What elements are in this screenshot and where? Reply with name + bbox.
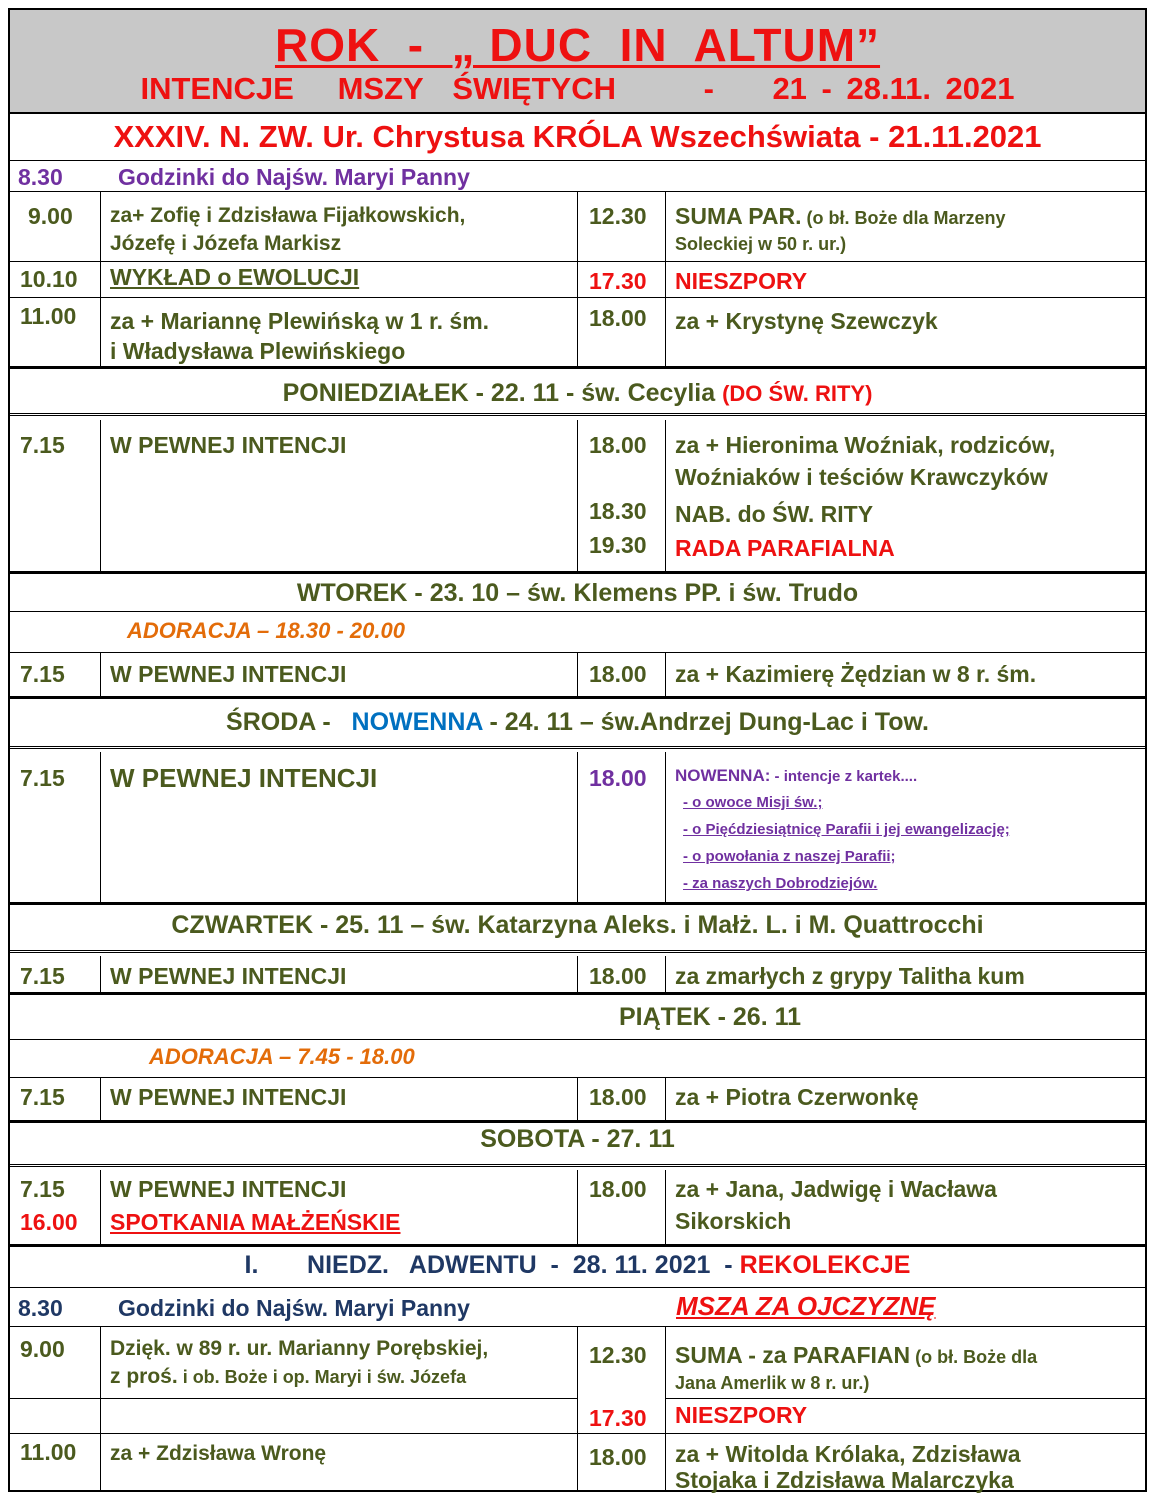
mass-time: 12.30 (589, 1342, 647, 1368)
mass-time: 7.15 (20, 1084, 65, 1110)
godzinki-time: 8.30 (18, 1295, 63, 1321)
mass-intention: za zmarłych z grypy Talitha kum (675, 963, 1025, 989)
mass-intention: W PEWNEJ INTENCJI (110, 432, 347, 458)
tuesday-heading: WTOREK - 23. 10 – św. Klemens PP. i św. Trudo (296, 579, 859, 607)
mass-intention: W PEWNEJ INTENCJI (110, 1084, 347, 1110)
mass-time: 9.00 (28, 203, 73, 229)
mass-time: 7.15 (20, 765, 65, 791)
mass-intention: W PEWNEJ INTENCJI (110, 763, 378, 793)
mass-intention: W PEWNEJ INTENCJI (110, 661, 347, 687)
suma-note: (o bł. Boże dla (910, 1347, 1038, 1367)
suma-label: SUMA PAR. (675, 203, 802, 229)
vespers-label: NIESZPORY (675, 268, 808, 294)
mass-intention: W PEWNEJ INTENCJI (110, 963, 347, 989)
mass-intention: za + Mariannę Plewińską w 1 r. śm. (110, 308, 490, 334)
mass-time: 12.30 (589, 203, 647, 229)
lecture-label: WYKŁAD o EWOLUCJI (110, 264, 360, 290)
mass-intention: Woźniaków i teściów Krawczyków (675, 464, 1048, 490)
monday-title: PONIEDZIAŁEK - 22. 11 - św. Cecylia (282, 379, 716, 407)
mass-time: 7.15 (20, 432, 65, 458)
mass-time: 7.15 (20, 963, 65, 989)
godzinki-text: Godzinki do Najśw. Maryi Panny (118, 164, 470, 190)
suma-note: (o bł. Boże dla Marzeny (801, 208, 1006, 228)
mass-time: 18.00 (589, 661, 647, 687)
mass-time: 18.00 (589, 305, 647, 331)
intention-part: z proś. (110, 1365, 178, 1388)
page-subtitle: INTENCJE MSZY ŚWIĘTYCH - 21 - 28.11. 2021 (140, 71, 1015, 106)
mass-time: 17.30 (589, 1405, 647, 1431)
mass-intention: za+ Zofię i Zdzisława Fijałkowskich, (110, 204, 466, 227)
novena-item: - o owoce Misji św.; (683, 794, 823, 811)
novena-item: - za naszych Dobrodziejów. (683, 875, 878, 892)
mass-intention: za + Piotra Czerwonkę (675, 1084, 919, 1110)
mass-time: 11.00 (20, 303, 77, 329)
mass-intention: za + Jana, Jadwigę i Wacława (675, 1176, 997, 1202)
mass-intention: Dzięk. w 89 r. ur. Marianny Porębskiej, (110, 1337, 489, 1360)
mass-time: 18.00 (589, 963, 647, 989)
mass-intention: W PEWNEJ INTENCJI (110, 1176, 347, 1202)
mass-intention: i Władysława Plewińskiego (110, 338, 406, 364)
mass-time: 10.10 (20, 266, 78, 292)
advent-title: I. NIEDZ. ADWENTU - 28. 11. 2021 - (244, 1251, 733, 1279)
header (10, 10, 1145, 112)
mass-time: 7.15 (20, 661, 65, 687)
mass-intention: Soleckiej w 50 r. ur.) (675, 234, 847, 254)
mass-intention: Józefę i Józefa Markisz (110, 232, 342, 255)
mass-time: 18.00 (589, 765, 647, 791)
meeting-time: 16.00 (20, 1209, 78, 1235)
schedule-frame (8, 8, 1147, 1492)
saturday-heading: SOBOTA - 27. 11 (480, 1125, 675, 1153)
novena-item: - o powołania z naszej Parafii; (683, 848, 896, 865)
monday-heading (10, 376, 1145, 411)
thursday-heading: CZWARTEK - 25. 11 – św. Katarzyna Aleks. i Małż. L. i M. Quattrocchi (171, 911, 984, 939)
friday-heading: PIĄTEK - 26. 11 (619, 1003, 802, 1031)
adoration-label: ADORACJA – 7.45 - 18.00 (149, 1044, 415, 1069)
novena-title-label: NOWENNA: (675, 766, 771, 785)
mass-intention: Sikorskich (675, 1208, 792, 1234)
wednesday-saint: - 24. 11 – św.Andrzej Dung-Lac i Tow. (482, 708, 929, 736)
intention-part: i ob. Boże i op. Maryi i św. Józefa (177, 1367, 467, 1387)
mass-intention: za + Kazimierę Żędzian w 8 r. śm. (675, 661, 1037, 687)
mass-time: 19.30 (589, 532, 647, 558)
novena-title (675, 762, 917, 790)
godzinki-time: 8.30 (18, 164, 63, 190)
monday-extra: (DO ŚW. RITY) (722, 381, 873, 406)
novena-title-note: - intencje z kartek.... (770, 768, 918, 785)
wednesday-title: ŚRODA - (226, 708, 331, 736)
mass-time: 18.00 (589, 432, 647, 458)
mass-time: 18.00 (589, 1176, 647, 1202)
mass-time: 11.00 (20, 1439, 77, 1465)
mass-time: 18.30 (589, 498, 647, 524)
mass-time: 9.00 (20, 1336, 65, 1362)
page-title: ROK - „ DUC IN ALTUM” (274, 19, 881, 71)
retreat-label: REKOLEKCJE (739, 1251, 911, 1279)
mass-intention: Jana Amerlik w 8 r. ur.) (675, 1373, 870, 1393)
homeland-mass-label: MSZA ZA OJCZYZNĘ (676, 1291, 936, 1321)
wednesday-heading (10, 705, 1145, 739)
sunday-heading: XXXIV. N. ZW. Ur. Chrystusa KRÓLA Wszechświata - 21.11.2021 (113, 119, 1042, 154)
mass-intention: NAB. do ŚW. RITY (675, 501, 874, 527)
adoration-label: ADORACJA – 18.30 - 20.00 (127, 618, 405, 643)
mass-intention: za + Krystynę Szewczyk (675, 308, 938, 334)
novena-item: - o Pięćdziesiątnicę Parafii i jej ewangelizację; (683, 821, 1010, 838)
advent-heading (10, 1248, 1145, 1282)
mass-intention: za + Witolda Królaka, Zdzisława (675, 1441, 1021, 1467)
mass-intention: za + Zdzisława Wronę (110, 1442, 327, 1465)
mass-time: 18.00 (589, 1444, 647, 1470)
mass-intention (110, 1362, 466, 1392)
mass-time: 18.00 (589, 1084, 647, 1110)
meeting-label: SPOTKANIA MAŁŻEŃSKIE (110, 1209, 401, 1235)
mass-intention: Stojaka i Zdzisława Malarczyka (675, 1467, 1014, 1493)
vespers-label: NIESZPORY (675, 1402, 808, 1428)
mass-time: 7.15 (20, 1176, 65, 1202)
mass-intention: za + Hieronima Woźniak, rodziców, (675, 432, 1056, 458)
mass-time: 17.30 (589, 268, 647, 294)
novena-label: NOWENNA (351, 708, 483, 736)
godzinki-text: Godzinki do Najśw. Maryi Panny (118, 1295, 470, 1321)
council-label: RADA PARAFIALNA (675, 535, 895, 561)
suma-label: SUMA - za PARAFIAN (675, 1342, 911, 1368)
